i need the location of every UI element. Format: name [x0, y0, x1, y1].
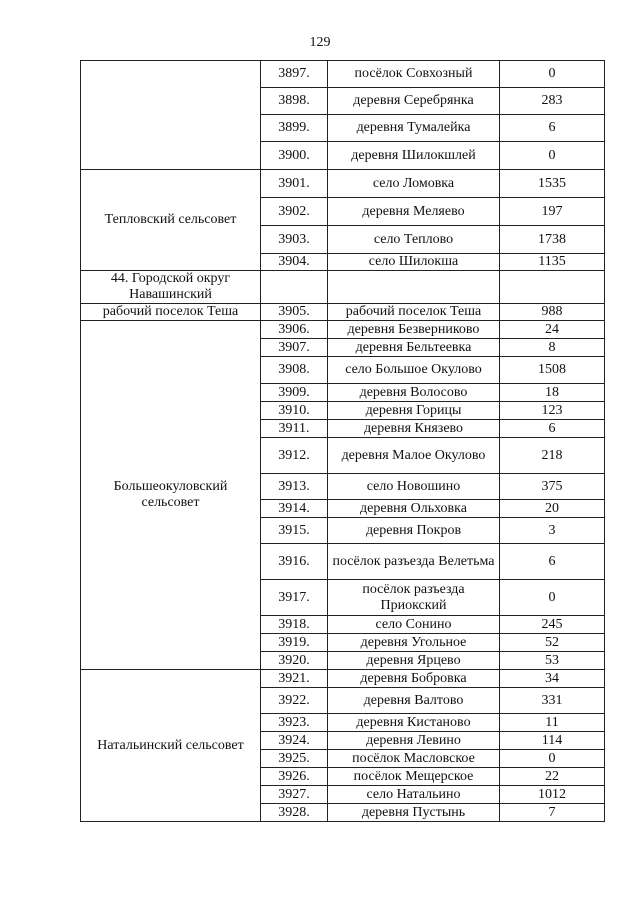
settlement-name: деревня Горицы	[328, 402, 500, 420]
settlement-population: 18	[500, 384, 605, 402]
district-name-cell: Натальинский сельсовет	[81, 670, 261, 822]
settlement-number: 3916.	[261, 544, 328, 580]
settlement-number: 3912.	[261, 438, 328, 474]
page-number: 129	[309, 35, 331, 50]
settlements-table-body	[81, 61, 605, 822]
settlement-population: 0	[500, 142, 605, 170]
settlement-name: деревня Покров	[328, 518, 500, 544]
settlement-name: деревня Малое Окулово	[328, 438, 500, 474]
settlement-population: 22	[500, 768, 605, 786]
district-name-cell: рабочий поселок Теша	[81, 304, 261, 321]
settlement-number: 3909.	[261, 384, 328, 402]
settlement-number: 3897.	[261, 61, 328, 88]
district-name-cell	[81, 61, 261, 170]
settlement-population: 988	[500, 304, 605, 321]
settlements-table	[80, 60, 605, 822]
settlement-name: деревня Тумалейка	[328, 115, 500, 142]
settlement-population: 1135	[500, 254, 605, 271]
settlement-name: деревня Шилокшлей	[328, 142, 500, 170]
settlement-population: 53	[500, 652, 605, 670]
settlement-population: 331	[500, 688, 605, 714]
settlement-population: 123	[500, 402, 605, 420]
settlement-number: 3904.	[261, 254, 328, 271]
settlement-name: деревня Бельтеевка	[328, 339, 500, 357]
settlement-population: 8	[500, 339, 605, 357]
settlement-number: 3919.	[261, 634, 328, 652]
settlement-population: 245	[500, 616, 605, 634]
settlement-population: 197	[500, 198, 605, 226]
settlement-name: деревня Бобровка	[328, 670, 500, 688]
settlement-name: село Большое Окулово	[328, 357, 500, 384]
settlement-population: 6	[500, 420, 605, 438]
table-row	[81, 170, 605, 198]
settlement-population: 6	[500, 544, 605, 580]
settlement-name: деревня Пустынь	[328, 804, 500, 822]
population-cell	[500, 271, 605, 304]
settlement-number: 3902.	[261, 198, 328, 226]
settlement-name: посёлок Мещерское	[328, 768, 500, 786]
settlement-number: 3903.	[261, 226, 328, 254]
settlement-number: 3906.	[261, 321, 328, 339]
settlement-population: 1012	[500, 786, 605, 804]
settlement-name: деревня Левино	[328, 732, 500, 750]
settlement-name: посёлок разъезда Велетьма	[328, 544, 500, 580]
settlement-name: деревня Серебрянка	[328, 88, 500, 115]
settlement-number: 3915.	[261, 518, 328, 544]
settlement-number: 3900.	[261, 142, 328, 170]
settlement-number: 3918.	[261, 616, 328, 634]
settlement-population: 6	[500, 115, 605, 142]
settlement-population: 24	[500, 321, 605, 339]
settlement-name: деревня Ольховка	[328, 500, 500, 518]
settlement-name: деревня Волосово	[328, 384, 500, 402]
settlement-number: 3926.	[261, 768, 328, 786]
table-row	[81, 61, 605, 88]
settlement-name: село Сонино	[328, 616, 500, 634]
settlement-number: 3910.	[261, 402, 328, 420]
settlement-number: 3923.	[261, 714, 328, 732]
settlement-name: деревня Меляево	[328, 198, 500, 226]
settlement-population: 0	[500, 580, 605, 616]
settlement-name: деревня Валтово	[328, 688, 500, 714]
settlement-name: посёлок Совхозный	[328, 61, 500, 88]
settlement-population: 1535	[500, 170, 605, 198]
settlement-population: 34	[500, 670, 605, 688]
settlement-name: деревня Кистаново	[328, 714, 500, 732]
number-cell	[261, 271, 328, 304]
settlement-name: деревня Безверниково	[328, 321, 500, 339]
settlement-number: 3908.	[261, 357, 328, 384]
settlement-name: село Ломовка	[328, 170, 500, 198]
settlement-population: 1508	[500, 357, 605, 384]
settlement-population: 3	[500, 518, 605, 544]
settlement-population: 0	[500, 61, 605, 88]
settlement-number: 3898.	[261, 88, 328, 115]
section-title: 44. Городской округ Навашинский	[81, 271, 261, 304]
settlement-number: 3921.	[261, 670, 328, 688]
settlement-name: село Шилокша	[328, 254, 500, 271]
settlement-number: 3901.	[261, 170, 328, 198]
table-row	[81, 304, 605, 321]
settlement-population: 20	[500, 500, 605, 518]
settlement-number: 3911.	[261, 420, 328, 438]
settlement-population: 52	[500, 634, 605, 652]
settlement-number: 3907.	[261, 339, 328, 357]
settlement-name: посёлок Масловское	[328, 750, 500, 768]
table-row	[81, 321, 605, 339]
settlement-population: 0	[500, 750, 605, 768]
settlement-population: 375	[500, 474, 605, 500]
district-name-cell: Тепловский сельсовет	[81, 170, 261, 271]
settlement-number: 3914.	[261, 500, 328, 518]
settlement-name: село Теплово	[328, 226, 500, 254]
district-name-cell: Большеокуловский сельсовет	[81, 321, 261, 670]
settlement-name: деревня Угольное	[328, 634, 500, 652]
settlement-number: 3905.	[261, 304, 328, 321]
settlement-number: 3920.	[261, 652, 328, 670]
settlement-name: село Натальино	[328, 786, 500, 804]
settlement-population: 218	[500, 438, 605, 474]
settlement-number: 3925.	[261, 750, 328, 768]
settlement-number: 3922.	[261, 688, 328, 714]
settlement-number: 3928.	[261, 804, 328, 822]
settlement-number: 3917.	[261, 580, 328, 616]
settlement-name-cell	[328, 271, 500, 304]
settlement-population: 11	[500, 714, 605, 732]
settlement-number: 3927.	[261, 786, 328, 804]
settlement-population: 7	[500, 804, 605, 822]
settlement-number: 3899.	[261, 115, 328, 142]
section-header-row	[81, 271, 605, 304]
table-row	[81, 670, 605, 688]
settlement-number: 3924.	[261, 732, 328, 750]
settlement-name: посёлок разъезда Приокский	[328, 580, 500, 616]
settlement-name: деревня Ярцево	[328, 652, 500, 670]
settlement-population: 114	[500, 732, 605, 750]
settlement-name: деревня Князево	[328, 420, 500, 438]
settlement-population: 1738	[500, 226, 605, 254]
settlement-number: 3913.	[261, 474, 328, 500]
settlement-name: село Новошино	[328, 474, 500, 500]
settlement-population: 283	[500, 88, 605, 115]
settlement-name: рабочий поселок Теша	[328, 304, 500, 321]
